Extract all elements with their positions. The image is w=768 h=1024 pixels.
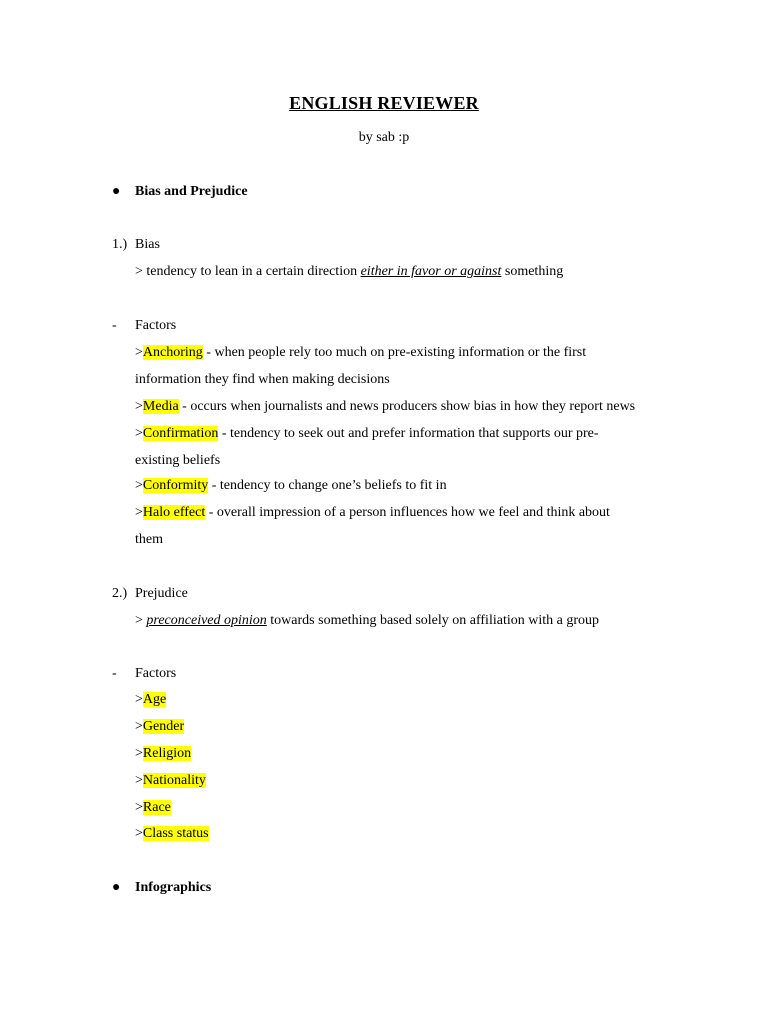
arrow-icon: > (135, 478, 143, 493)
factor-item (135, 772, 206, 790)
definition-emphasis: preconceived opinion (146, 613, 267, 628)
factor-item (135, 799, 171, 817)
definition-bias (135, 263, 563, 281)
factor-term: Conformity (142, 478, 209, 493)
definition-prejudice (135, 612, 599, 630)
bullet-icon: ● (112, 880, 121, 895)
factors-label: Factors (135, 666, 177, 681)
factor-term: Class status (142, 826, 209, 841)
factor-item (135, 825, 209, 843)
arrow-icon: > (135, 826, 143, 841)
factor-term: Media (142, 399, 179, 414)
term-prejudice: Prejudice (135, 586, 188, 601)
factor-item (135, 504, 610, 522)
list-number: 1.) (112, 237, 128, 252)
term-bias: Bias (135, 237, 160, 252)
factor-item (135, 691, 166, 709)
factor-term: Religion (142, 746, 192, 761)
list-number: 2.) (112, 586, 128, 601)
factor-item (135, 425, 599, 443)
arrow-icon: > (135, 746, 143, 761)
arrow-icon: > (135, 613, 143, 628)
arrow-icon: > (135, 692, 143, 707)
arrow-icon: > (135, 426, 143, 441)
factor-description-continued: them (135, 532, 163, 547)
factor-description: - overall impression of a person influences how we feel and think about (208, 505, 610, 520)
section-heading-infographics: Infographics (135, 880, 212, 895)
arrow-icon: > (135, 505, 143, 520)
factor-term: Race (142, 800, 171, 815)
factor-term: Anchoring (142, 345, 203, 360)
arrow-icon: > (135, 399, 143, 414)
factor-term: Halo effect (142, 505, 206, 520)
arrow-icon: > (135, 773, 143, 788)
definition-text: towards something based solely on affiliation with a group (270, 613, 599, 628)
factor-item (135, 344, 586, 362)
factor-item (135, 477, 447, 495)
document-title: ENGLISH REVIEWER (289, 93, 479, 113)
definition-text: something (504, 264, 564, 279)
definition-text: tendency to lean in a certain direction (146, 264, 358, 279)
factor-description: - tendency to change one’s beliefs to fit in (211, 478, 447, 493)
factor-term: Nationality (142, 773, 206, 788)
dash-marker: - (112, 666, 117, 681)
arrow-icon: > (135, 800, 143, 815)
factor-item (135, 745, 191, 763)
arrow-icon: > (135, 719, 143, 734)
factor-term: Age (142, 692, 167, 707)
factor-description: - tendency to seek out and prefer information that supports our pre- (221, 426, 599, 441)
factor-item (135, 398, 635, 416)
factor-term: Confirmation (142, 426, 219, 441)
factor-description-continued: existing beliefs (135, 453, 221, 468)
definition-emphasis: either in favor or against (360, 264, 502, 279)
arrow-icon: > (135, 264, 143, 279)
section-heading-bias-prejudice: Bias and Prejudice (135, 184, 248, 199)
factor-item (135, 718, 184, 736)
factors-label: Factors (135, 318, 177, 333)
dash-marker: - (112, 318, 117, 333)
factor-description: - when people rely too much on pre-existing information or the first (206, 345, 587, 360)
factor-description: - occurs when journalists and news producers show bias in how they report news (182, 399, 636, 414)
bullet-icon: ● (112, 184, 121, 199)
factor-description-continued: information they find when making decisions (135, 372, 390, 387)
document-author: by sab :p (358, 130, 410, 145)
arrow-icon: > (135, 345, 143, 360)
factor-term: Gender (142, 719, 185, 734)
